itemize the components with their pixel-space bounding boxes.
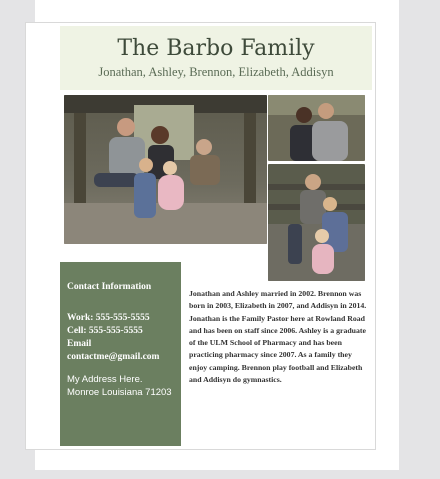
family-photo-main (64, 95, 267, 244)
couple-photo (268, 95, 365, 161)
email-label: Email (67, 339, 92, 349)
cell-phone: Cell: 555-555-5555 (67, 326, 143, 336)
header-banner (60, 26, 372, 90)
contact-panel (60, 262, 181, 446)
address-line-1: My Address Here. (67, 374, 143, 385)
contact-heading: Contact Information (67, 282, 152, 292)
work-phone: Work: 555-555-5555 (67, 313, 150, 323)
email-address[interactable]: contactme@gmail.com (67, 352, 160, 362)
children-photo (268, 164, 365, 281)
address-line-2: Monroe Louisiana 71203 (67, 386, 172, 398)
address-block (67, 374, 175, 399)
family-bio: Jonathan and Ashley married in 2002. Brennon was born in 2003, Elizabeth in 2007, and Addisyn in 2014. Jonathan is the Family Pastor here at Rowland Road and has been on staff since 2006. Ashley is a graduate of the ULM School of Pharmacy and has been practicing pharmacy since 2007. As a family they enjoy camping. Brennon play football and Elizabeth and Addisyn do gymnastics. (189, 289, 367, 385)
family-names: Jonathan, Ashley, Brennon, Elizabeth, Addisyn (98, 65, 334, 79)
page-title: The Barbo Family (117, 36, 315, 61)
